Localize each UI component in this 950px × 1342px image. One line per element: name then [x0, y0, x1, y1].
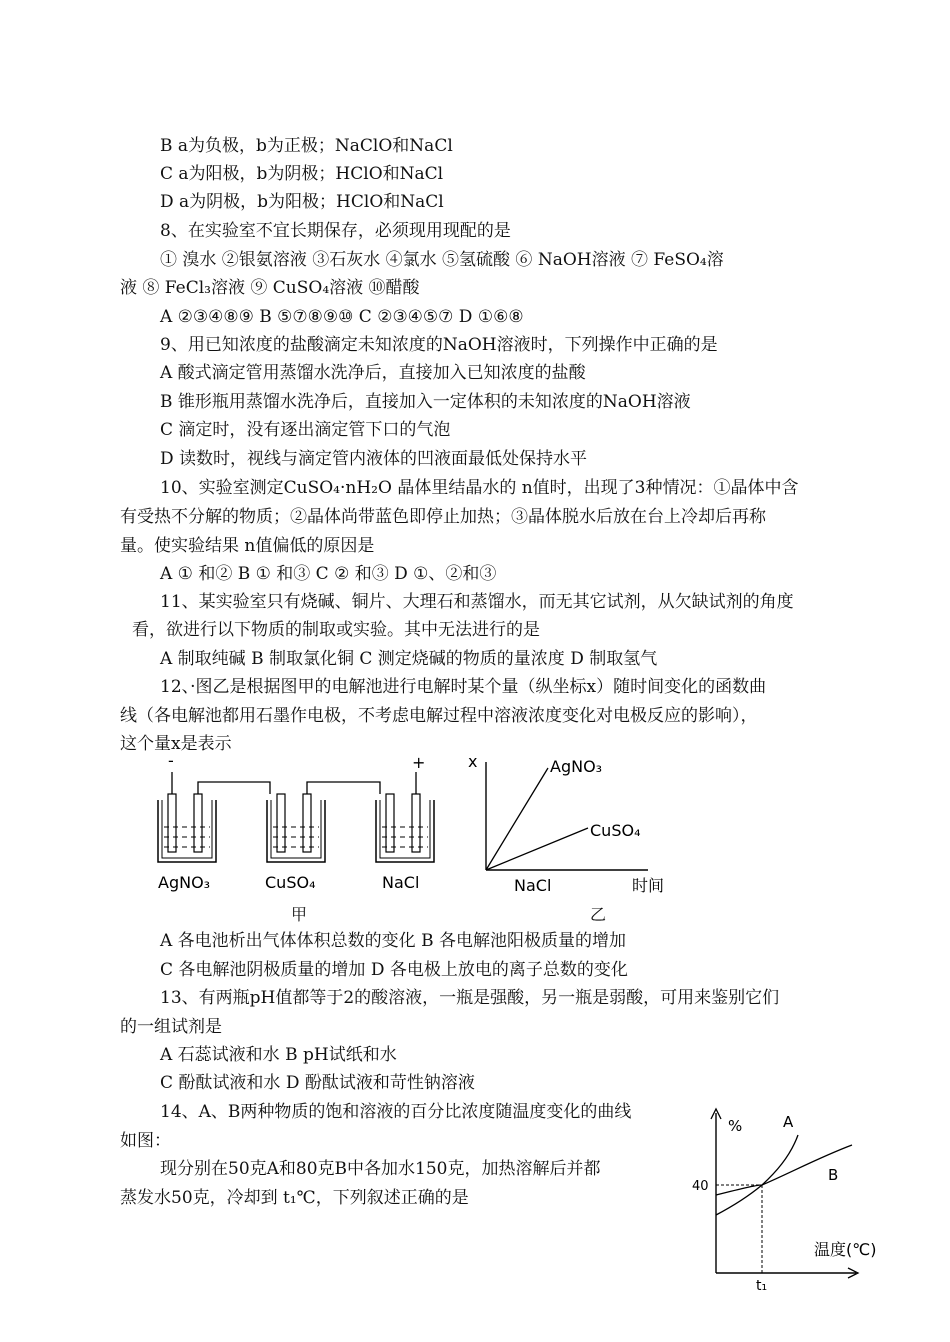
line-agno3: [486, 768, 548, 870]
y-axis-label-x: x: [468, 752, 478, 771]
q8-items-line1: ① 溴水 ②银氨溶液 ③石灰水 ④氯水 ⑤氢硫酸 ⑥ NaOH溶液 ⑦ FeSO₄溶: [160, 250, 724, 270]
question-10-line1: 10、实验室测定CuSO₄·nH₂O 晶体里结晶水的 n值时，出现了3种情况：①晶体中含: [160, 478, 799, 498]
curve-a: [716, 1135, 798, 1215]
cell-label-agno3: AgNO₃: [158, 873, 211, 892]
question-11-line2: 看，欲进行以下物质的制取或实验。其中无法进行的是: [132, 620, 540, 640]
q8-items-line2: 液 ⑧ FeCl₃溶液 ⑨ CuSO₄溶液 ⑩醋酸: [120, 278, 420, 298]
cell-label-nacl: NaCl: [382, 873, 420, 892]
minus-sign: -: [168, 752, 174, 770]
question-10-line2: 有受热不分解的物质；②晶体尚带蓝色即停止加热；③晶体脱水后放在台上冷却后再称: [120, 507, 766, 527]
q12-options-cd: C 各电解池阴极质量的增加 D 各电极上放电的离子总数的变化: [160, 960, 628, 980]
q12-options-ab: A 各电池析出气体体积总数的变化 B 各电解池阳极质量的增加: [160, 931, 626, 951]
y-tick-40: 40: [692, 1179, 709, 1194]
question-13-line1: 13、有两瓶pH值都等于2的酸溶液，一瓶是强酸，另一瓶是弱酸，可用来鉴别它们: [160, 988, 780, 1008]
q9-option-a: A 酸式滴定管用蒸馏水洗净后，直接加入已知浓度的盐酸: [160, 363, 586, 383]
question-10-line3: 量。使实验结果 n值偏低的原因是: [120, 536, 375, 556]
question-14-line4: 蒸发水50克，冷却到 t₁℃，下列叙述正确的是: [120, 1188, 469, 1208]
cell-label-cuso4: CuSO₄: [265, 873, 316, 892]
cell-agno3: [158, 794, 216, 862]
plus-sign: +: [412, 753, 426, 772]
question-14-line2: 如图：: [120, 1131, 171, 1151]
label-nacl: NaCl: [514, 876, 552, 895]
label-agno3: AgNO₃: [550, 757, 603, 776]
question-12-line2: 线（各电解池都用石墨作电极，不考虑电解过程中溶液浓度变化对电极反应的影响），: [120, 706, 758, 726]
question-9: 9、用已知浓度的盐酸滴定未知浓度的NaOH溶液时，下列操作中正确的是: [160, 335, 718, 355]
figure-caption-yi: 乙: [590, 905, 607, 924]
q9-option-c: C 滴定时，没有逐出滴定管下口的气泡: [160, 420, 451, 440]
label-cuso4: CuSO₄: [590, 821, 641, 840]
x-axis-label-temperature: 温度(℃): [814, 1240, 877, 1259]
graph-yi: [460, 750, 700, 898]
solubility-graph: [690, 1105, 900, 1295]
question-13-line2: 的一组试剂是: [120, 1017, 222, 1037]
electrolysis-cells-diagram: [150, 752, 460, 897]
figure-caption-jia: 甲: [291, 905, 308, 924]
curve-b-label: B: [828, 1166, 839, 1184]
question-12-line1: 12、·图乙是根据图甲的电解池进行电解时某个量（纵坐标x）随时间变化的函数曲: [160, 677, 767, 697]
option-d-q7: D a为阴极，b为阳极；HClO和NaCl: [160, 192, 444, 212]
q9-option-d: D 读数时，视线与滴定管内液体的凹液面最低处保持水平: [160, 449, 588, 469]
question-11-line1: 11、某实验室只有烧碱、铜片、大理石和蒸馏水，而无其它试剂，从欠缺试剂的角度: [160, 592, 794, 612]
question-8: 8、在实验室不宜长期保存，必须现用现配的是: [160, 221, 511, 241]
q11-options: A 制取纯碱 B 制取氯化铜 C 测定烧碱的物质的量浓度 D 制取氢气: [160, 649, 658, 669]
q13-options-cd: C 酚酞试液和水 D 酚酞试液和苛性钠溶液: [160, 1073, 475, 1093]
curve-a-label: A: [783, 1113, 794, 1131]
question-14-line1: 14、A、B两种物质的饱和溶液的百分比浓度随温度变化的曲线: [160, 1102, 632, 1122]
question-14-line3: 现分别在50克A和80克B中各加水150克，加热溶解后并都: [160, 1159, 601, 1179]
q13-options-ab: A 石蕊试液和水 B pH试纸和水: [160, 1045, 397, 1065]
option-c-q7: C a为阳极，b为阴极；HClO和NaCl: [160, 164, 444, 184]
cell-cuso4: [267, 794, 325, 862]
q9-option-b: B 锥形瓶用蒸馏水洗净后，直接加入一定体积的未知浓度的NaOH溶液: [160, 392, 691, 412]
option-b-q7: B a为负极，b为正极；NaClO和NaCl: [160, 136, 453, 156]
question-12-line3: 这个量x是表示: [120, 734, 232, 754]
q8-options: A ②③④⑧⑨ B ⑤⑦⑧⑨⑩ C ②③④⑤⑦ D ①⑥⑧: [160, 307, 524, 327]
x-axis-label-time: 时间: [632, 876, 665, 895]
cell-nacl: [376, 794, 434, 862]
y-axis-label-percent: %: [728, 1117, 743, 1135]
line-cuso4: [486, 828, 588, 870]
x-tick-t1: t₁: [756, 1278, 768, 1294]
q10-options: A ① 和② B ① 和③ C ② 和③ D ①、②和③: [160, 564, 497, 584]
